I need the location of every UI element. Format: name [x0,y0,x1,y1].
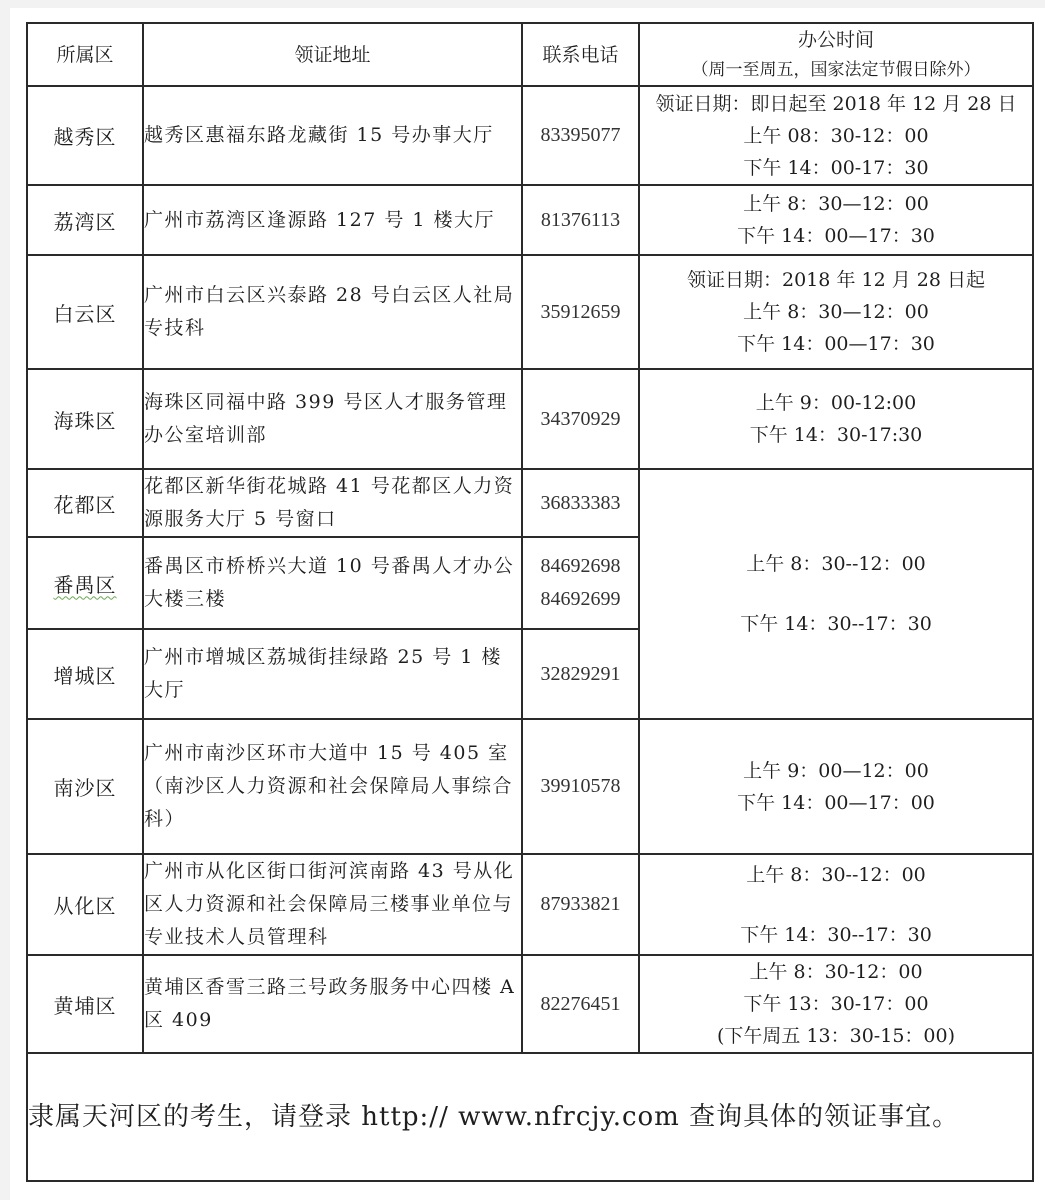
phone-cell [522,955,639,1053]
hours-spacer [640,891,1032,919]
hours-line: 下午 14：30--17：30 [740,923,932,946]
hours-cell [639,255,1033,369]
phone-number: 32829291 [540,662,621,685]
hours-line: 上午 8：30--12：00 [746,553,926,575]
header-phone: 联系电话 [522,23,639,86]
hours-line: 上午 9：00-12:00 [755,392,917,414]
district-name: 番禺区 [53,572,117,597]
address-cell: 广州市增城区荔城街挂绿路 25 号 1 楼大厅 [143,629,522,719]
phone-cell [522,854,639,955]
hours-cell [639,185,1033,255]
hours-line: 下午 14：00—17：00 [737,791,935,814]
phone-cell [522,537,639,629]
phone-number: 36833383 [540,491,621,514]
table-row [27,719,1033,854]
header-hours-subtitle: （周一至周五，国家法定节假日除外） [691,59,981,80]
hours-line: 上午 8：30—12：00 [743,301,929,323]
hours-line: 下午 14：00—17：30 [737,225,935,247]
table-row [27,255,1033,369]
district-cell: 增城区 [27,629,143,719]
hours-line: 领证日期：即日起至 2018 年 12 月 28 日 [655,92,1017,115]
hours-line: 上午 8：30-12：00 [749,961,923,983]
header-hours [639,23,1033,86]
hours-cell [639,854,1033,955]
phone-number: 82276451 [540,992,621,1015]
address-cell: 广州市从化区街口街河滨南路 43 号从化区人力资源和社会保障局三楼事业单位与专业技术人员管理科 [143,854,522,955]
phone-cell [522,629,639,719]
phone-cell [522,469,639,537]
header-district: 所属区 [27,23,143,86]
hours-cell [639,955,1033,1053]
district-cell [27,537,143,629]
phone-cell [522,185,639,255]
phone-number: 84692699 [540,588,621,610]
table-row [27,369,1033,469]
address-cell: 广州市南沙区环市大道中 15 号 405 室（南沙区人力资源和社会保障局人事综合科） [143,719,522,854]
address-cell: 广州市白云区兴泰路 28 号白云区人社局专技科 [143,255,522,369]
table-row [27,854,1033,955]
tianhe-note: 隶属天河区的考生，请登录 http:// www.nfrcjy.com 查询具体的领证事宜。 [27,1053,1033,1181]
note-row [27,1053,1033,1181]
hours-line: 上午 9：00—12：00 [743,759,929,782]
phone-number: 35912659 [540,300,621,323]
header-hours-title: 办公时间 [797,28,874,51]
document-page [10,8,1045,1200]
hours-line: 下午 14：30-17:30 [749,424,923,446]
phone-cell [522,719,639,854]
district-cell: 荔湾区 [27,185,143,255]
table-header-row [27,23,1033,86]
address-cell: 广州市荔湾区逢源路 127 号 1 楼大厅 [143,185,522,255]
address-cell: 海珠区同福中路 399 号区人才服务管理办公室培训部 [143,369,522,469]
district-cell: 越秀区 [27,86,143,185]
district-cell: 从化区 [27,854,143,955]
district-cell: 海珠区 [27,369,143,469]
phone-number: 39910578 [540,775,621,797]
district-cell: 南沙区 [27,719,143,854]
table-row [27,469,1033,537]
hours-line: 上午 08：30-12：00 [743,124,929,147]
hours-spacer [640,580,1032,608]
district-cell: 黄埔区 [27,955,143,1053]
address-cell: 花都区新华街花城路 41 号花都区人力资源服务大厅 5 号窗口 [143,469,522,537]
address-cell: 越秀区惠福东路龙藏街 15 号办事大厅 [143,86,522,185]
phone-number: 83395077 [540,124,621,146]
hours-line: 下午 14：00-17：30 [743,156,929,179]
district-cell: 花都区 [27,469,143,537]
hours-line: 下午 13：30-17：00 [743,993,929,1015]
phone-cell [522,369,639,469]
address-cell: 黄埔区香雪三路三号政务服务中心四楼 A 区 409 [143,955,522,1053]
hours-line: 下午 14：30--17：30 [740,613,932,635]
hours-line: 下午 14：00—17：30 [737,333,935,355]
hours-cell [639,86,1033,185]
table-row [27,955,1033,1053]
hours-line: (下午周五 13：30-15：00) [717,1025,955,1047]
hours-line: 上午 8：30--12：00 [746,863,926,886]
hours-line: 上午 8：30—12：00 [743,193,929,215]
phone-number: 87933821 [540,893,621,915]
merged-hours-cell [639,469,1033,719]
table-row [27,185,1033,255]
hours-cell [639,719,1033,854]
header-address: 领证地址 [143,23,522,86]
phone-number: 81376113 [540,208,621,231]
phone-number: 34370929 [540,407,621,430]
hours-cell [639,369,1033,469]
table-row [27,86,1033,185]
address-cell: 番禺区市桥桥兴大道 10 号番禺人才办公大楼三楼 [143,537,522,629]
phone-cell [522,255,639,369]
hours-line: 领证日期：2018 年 12 月 28 日起 [687,269,985,291]
phone-cell [522,86,639,185]
certificate-collection-table [26,22,1034,1182]
phone-number: 84692698 [540,555,621,577]
district-cell: 白云区 [27,255,143,369]
